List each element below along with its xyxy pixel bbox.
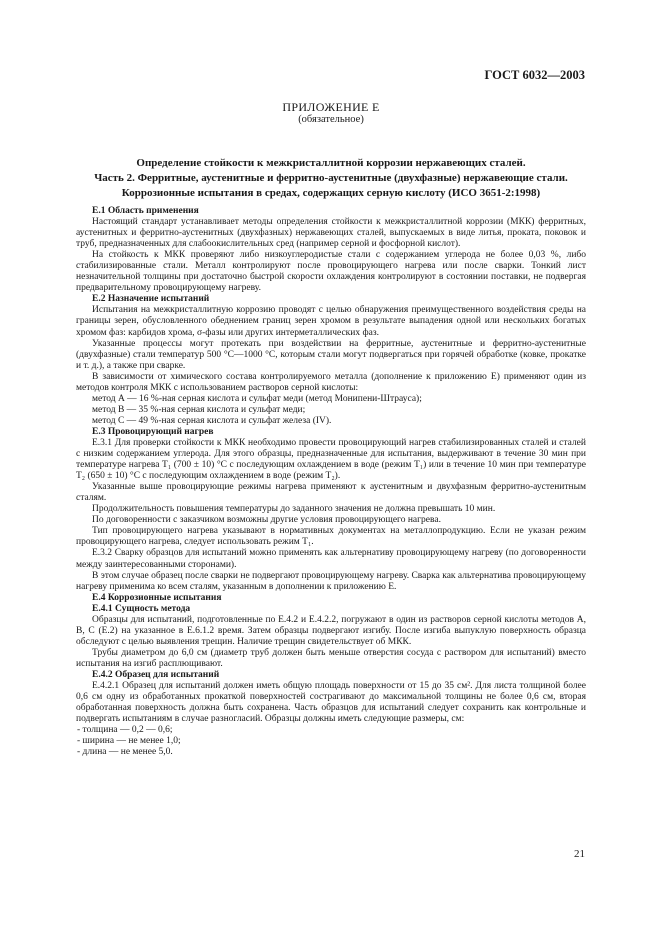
paragraph: Образцы для испытаний, подготовленные по Е.4.2 и Е.4.2.2, погружают в один из растворов серной кислоты методов А, В, С (Е.2) на указанное в Е.6.1.2 время. Затем образцы подвергают изгибу. После изгиба выпуклую поверхность образца обследуют с целью выявления трещин. Наличие трещин свидетельствует об МКК. [76, 614, 586, 647]
document-header: ГОСТ 6032—2003 [484, 68, 585, 82]
annex-status: (обязательное) [298, 114, 364, 125]
paragraph: Е.3.1 Для проверки стойкости к МКК необходимо провести провоцирующий нагрев стабилизированных сталей и сталей с низким содержанием углерода. Для этого образцы, предназначенные для испытания, выдерживают в течение 30 мин при температуре нагрева T₁ (700 ± 10) °С с последующим охлаждением в воде (режим T₁) или в течение 10 мин при температуре T₂ (650 ± 10) °С с последующим охлаждением в воде (режим T₂). [76, 437, 586, 482]
paragraph: В зависимости от химического состава контролируемого металла (дополнение к приложению Е) применяют один из методов контроля МКК с использованием растворов серной кислоты: [76, 371, 586, 393]
paragraph: В этом случае образец после сварки не подвергают провоцирующему нагреву. Сварка как альтернатива провоцирующему нагреву применима ко всем сталям, указанным в дополнении к приложению Е. [76, 570, 586, 592]
document-title [76, 156, 586, 201]
subsection-heading: Е.4.1 Сущность метода [92, 603, 191, 614]
list-item: - длина — не менее 5,0. [77, 747, 173, 758]
annex-title: ПРИЛОЖЕНИЕ Е [282, 100, 380, 114]
section-heading: Е.4 Коррозионные испытания [92, 592, 222, 603]
title-line: Часть 2. Ферритные, аустенитные и ферритно-аустенитные (двухфазные) нержавеющие стали. [94, 172, 568, 184]
paragraph: Указанные процессы могут протекать при воздействии на ферритные, аустенитные и ферритно-аустенитные (двухфазные) стали температур 500 °С—1000 °С, которым стали могут подвергаться при горячей обработке (ковке, прокатке и т. д.), а также при сварке. [76, 338, 586, 371]
paragraph: Е.3.2 Сварку образцов для испытаний можно применять как альтернативу провоцирующему нагреву (по договоренности между заинтересованными сторонами). [76, 548, 586, 570]
title-line: Коррозионные испытания в средах, содержащих серную кислоту (ИСО 3651-2:1998) [121, 187, 541, 199]
section-heading: Е.2 Назначение испытаний [92, 294, 210, 305]
paragraph: Настоящий стандарт устанавливает методы определения стойкости к межкристаллитной коррозии (МКК) ферритных, аустенитных и ферритно-аустенитных (двухфазных) нержавеющих сталей, выпускаемых в виде литья, проката, поковок и труб, предназначенных для слабоокислительных сред (например серной и фосфорной кислот). [76, 217, 586, 250]
list-item: метод С — 49 %-ная серная кислота и сульфат железа (IV). [92, 415, 332, 426]
list-item: метод В — 35 %-ная серная кислота и сульфат меди; [92, 404, 306, 415]
list-item: метод А — 16 %-ная серная кислота и сульфат меди (метод Монипени-Штрауса); [92, 393, 422, 404]
list-item: - толщина — 0,2 — 0,6; [77, 725, 173, 736]
paragraph: Указанные выше провоцирующие режимы нагрева применяют к аустенитным и двухфазным ферритно-аустенитным сталям. [76, 482, 586, 504]
list-item: - ширина — не менее 1,0; [77, 736, 181, 747]
document-body [76, 206, 586, 758]
section-heading: Е.3 Провоцирующий нагрев [92, 426, 214, 437]
paragraph: Испытания на межкристаллитную коррозию проводят с целью обнаружения преимущественного воздействия среды на границы зерен, обусловленного обеднением границ зерен хромом в результате выпадения одной или нескольких богатых хромом фаз: карбидов хрома, σ-фазы или других интерметаллических фаз. [76, 305, 586, 338]
subsection-heading: Е.4.2 Образец для испытаний [92, 669, 220, 680]
paragraph: Тип провоцирующего нагрева указывают в нормативных документах на металлопродукцию. Если не указан режим провоцирующего нагрева, следует использовать режим T₁. [76, 526, 586, 548]
paragraph: Е.4.2.1 Образец для испытаний должен иметь общую площадь поверхности от 15 до 35 см². Для листа толщиной более 0,6 см одну из обработанных прокаткой поверхностей сострагивают до максимальной толщины не более 0,6 см, вторая обработанная поверхность должна быть сохранена. Часть образцов для испытаний следует сохранить как контрольные и подвергать испытаниям в случае разногласий. Образцы должны иметь следующие размеры, см: [76, 681, 586, 725]
page-number: 21 [574, 848, 585, 860]
paragraph: По договоренности с заказчиком возможны другие условия провоцирующего нагрева. [92, 515, 441, 526]
title-line: Определение стойкости к межкристаллитной коррозии нержавеющих сталей. [136, 157, 526, 169]
section-heading: Е.1 Область применения [92, 206, 199, 216]
paragraph: На стойкость к МКК проверяют либо низкоуглеродистые стали с содержанием углерода не более 0,03 %, либо стабилизированные стали. Металл контролируют после провоцирующего нагрева или после сварки. Тонкий лист незначительной толщины при достаточно быстрой скорости охлаждения контролируют в состоянии поставки, не подвергая предварительному провоцирующему нагреву. [76, 250, 586, 294]
paragraph: Продолжительность повышения температуры до заданного значения не должна превышать 10 мин. [92, 504, 496, 515]
paragraph: Трубы диаметром до 6,0 см (диаметр труб должен быть меньше отверстия сосуда с раствором для испытаний) вместо испытания на изгиб расплющивают. [76, 647, 586, 669]
